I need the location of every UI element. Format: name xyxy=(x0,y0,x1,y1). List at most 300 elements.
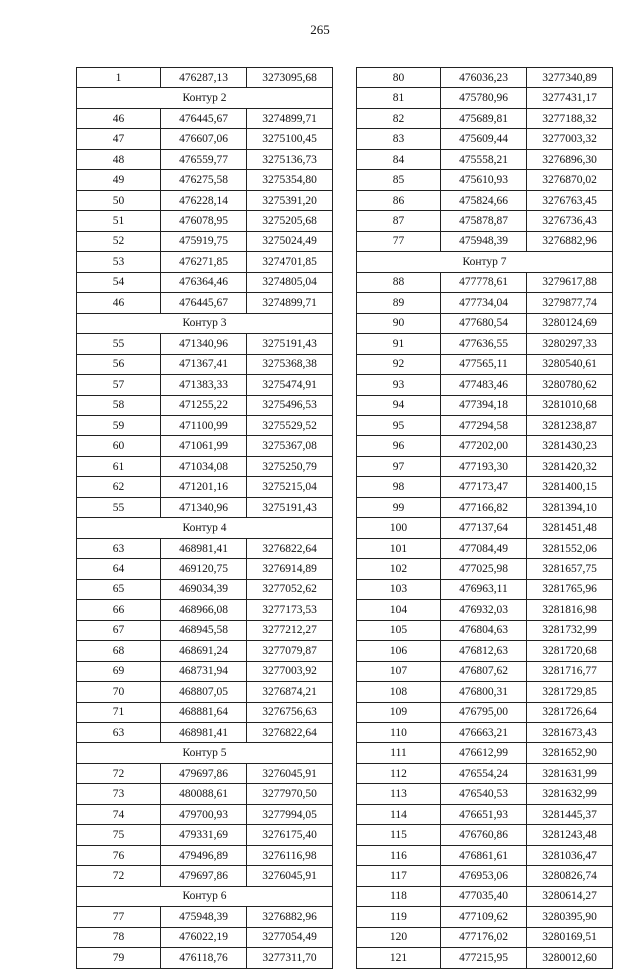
contour-header-row xyxy=(77,886,333,906)
table-row xyxy=(357,313,613,333)
table-row xyxy=(77,559,333,579)
table-row xyxy=(77,415,333,435)
x-coordinate-cell: 476271,85 xyxy=(161,252,247,272)
y-coordinate-cell: 3276874,21 xyxy=(247,682,333,702)
point-number-cell: 102 xyxy=(357,559,441,579)
y-coordinate-cell: 3276116,98 xyxy=(247,845,333,865)
x-coordinate-cell: 476651,93 xyxy=(441,804,527,824)
x-coordinate-cell: 468945,58 xyxy=(161,620,247,640)
y-coordinate-cell: 3281720,68 xyxy=(527,641,613,661)
x-coordinate-cell: 479697,86 xyxy=(161,866,247,886)
y-coordinate-cell: 3277994,05 xyxy=(247,804,333,824)
x-coordinate-cell: 477202,00 xyxy=(441,436,527,456)
table-row xyxy=(77,907,333,927)
x-coordinate-cell: 479331,69 xyxy=(161,825,247,845)
table-row xyxy=(357,620,613,640)
y-coordinate-cell: 3276882,96 xyxy=(527,231,613,251)
x-coordinate-cell: 471100,99 xyxy=(161,415,247,435)
x-coordinate-cell: 479700,93 xyxy=(161,804,247,824)
table-row xyxy=(357,538,613,558)
table-row xyxy=(77,211,333,231)
y-coordinate-cell: 3277431,17 xyxy=(527,88,613,108)
point-number-cell: 89 xyxy=(357,293,441,313)
table-row xyxy=(357,763,613,783)
x-coordinate-cell: 469120,75 xyxy=(161,559,247,579)
point-number-cell: 95 xyxy=(357,415,441,435)
point-number-cell: 103 xyxy=(357,579,441,599)
contour-header: Контур 3 xyxy=(77,313,333,333)
x-coordinate-cell: 476760,86 xyxy=(441,825,527,845)
table-row xyxy=(77,702,333,722)
y-coordinate-cell: 3281445,37 xyxy=(527,804,613,824)
y-coordinate-cell: 3275354,80 xyxy=(247,170,333,190)
point-number-cell: 106 xyxy=(357,641,441,661)
table-row xyxy=(357,886,613,906)
table-row xyxy=(77,436,333,456)
point-number-cell: 104 xyxy=(357,600,441,620)
y-coordinate-cell: 3277311,70 xyxy=(247,948,333,968)
point-number-cell: 67 xyxy=(77,620,161,640)
y-coordinate-cell: 3281673,43 xyxy=(527,723,613,743)
x-coordinate-cell: 475609,44 xyxy=(441,129,527,149)
x-coordinate-cell: 477137,64 xyxy=(441,518,527,538)
point-number-cell: 77 xyxy=(77,907,161,927)
table-row xyxy=(77,272,333,292)
y-coordinate-cell: 3281816,98 xyxy=(527,600,613,620)
y-coordinate-cell: 3280395,90 xyxy=(527,907,613,927)
y-coordinate-cell: 3276822,64 xyxy=(247,538,333,558)
x-coordinate-cell: 476861,61 xyxy=(441,845,527,865)
point-number-cell: 51 xyxy=(77,211,161,231)
y-coordinate-cell: 3276175,40 xyxy=(247,825,333,845)
table-row xyxy=(357,293,613,313)
x-coordinate-cell: 476800,31 xyxy=(441,682,527,702)
point-number-cell: 56 xyxy=(77,354,161,374)
table-row xyxy=(357,211,613,231)
y-coordinate-cell: 3276882,96 xyxy=(247,907,333,927)
point-number-cell: 116 xyxy=(357,845,441,865)
point-number-cell: 105 xyxy=(357,620,441,640)
point-number-cell: 74 xyxy=(77,804,161,824)
y-coordinate-cell: 3281726,64 xyxy=(527,702,613,722)
table-row xyxy=(357,579,613,599)
table-row xyxy=(357,375,613,395)
x-coordinate-cell: 477035,40 xyxy=(441,886,527,906)
x-coordinate-cell: 468981,41 xyxy=(161,538,247,558)
point-number-cell: 46 xyxy=(77,108,161,128)
x-coordinate-cell: 476795,00 xyxy=(441,702,527,722)
y-coordinate-cell: 3279877,74 xyxy=(527,293,613,313)
x-coordinate-cell: 471061,99 xyxy=(161,436,247,456)
x-coordinate-cell: 475919,75 xyxy=(161,231,247,251)
point-number-cell: 46 xyxy=(77,293,161,313)
table-row xyxy=(357,334,613,354)
table-row xyxy=(357,129,613,149)
x-coordinate-cell: 476559,77 xyxy=(161,149,247,169)
y-coordinate-cell: 3281238,87 xyxy=(527,415,613,435)
point-number-cell: 108 xyxy=(357,682,441,702)
contour-header: Контур 5 xyxy=(77,743,333,763)
y-coordinate-cell: 3275100,45 xyxy=(247,129,333,149)
table-row xyxy=(357,907,613,927)
table-row xyxy=(357,415,613,435)
x-coordinate-cell: 476287,13 xyxy=(161,68,247,88)
y-coordinate-cell: 3280540,61 xyxy=(527,354,613,374)
y-coordinate-cell: 3277970,50 xyxy=(247,784,333,804)
table-row xyxy=(357,497,613,517)
table-row xyxy=(357,661,613,681)
table-row xyxy=(357,784,613,804)
point-number-cell: 63 xyxy=(77,538,161,558)
table-row xyxy=(77,804,333,824)
table-row xyxy=(77,661,333,681)
table-row xyxy=(77,108,333,128)
y-coordinate-cell: 3281243,48 xyxy=(527,825,613,845)
x-coordinate-cell: 477109,62 xyxy=(441,907,527,927)
point-number-cell: 79 xyxy=(77,948,161,968)
x-coordinate-cell: 468731,94 xyxy=(161,661,247,681)
y-coordinate-cell: 3281632,99 xyxy=(527,784,613,804)
point-number-cell: 86 xyxy=(357,190,441,210)
table-row xyxy=(77,845,333,865)
point-number-cell: 110 xyxy=(357,723,441,743)
point-number-cell: 55 xyxy=(77,497,161,517)
point-number-cell: 48 xyxy=(77,149,161,169)
point-number-cell: 80 xyxy=(357,68,441,88)
point-number-cell: 115 xyxy=(357,825,441,845)
x-coordinate-cell: 475878,87 xyxy=(441,211,527,231)
x-coordinate-cell: 471340,96 xyxy=(161,497,247,517)
point-number-cell: 64 xyxy=(77,559,161,579)
y-coordinate-cell: 3276763,45 xyxy=(527,190,613,210)
y-coordinate-cell: 3277173,53 xyxy=(247,600,333,620)
x-coordinate-cell: 477215,95 xyxy=(441,948,527,968)
point-number-cell: 93 xyxy=(357,375,441,395)
y-coordinate-cell: 3281657,75 xyxy=(527,559,613,579)
x-coordinate-cell: 476612,99 xyxy=(441,743,527,763)
point-number-cell: 72 xyxy=(77,763,161,783)
y-coordinate-cell: 3275024,49 xyxy=(247,231,333,251)
y-coordinate-cell: 3275191,43 xyxy=(247,334,333,354)
x-coordinate-cell: 476036,23 xyxy=(441,68,527,88)
y-coordinate-cell: 3280124,69 xyxy=(527,313,613,333)
x-coordinate-cell: 468981,41 xyxy=(161,723,247,743)
point-number-cell: 59 xyxy=(77,415,161,435)
point-number-cell: 83 xyxy=(357,129,441,149)
point-number-cell: 100 xyxy=(357,518,441,538)
x-coordinate-cell: 477193,30 xyxy=(441,456,527,476)
x-coordinate-cell: 480088,61 xyxy=(161,784,247,804)
table-row xyxy=(77,252,333,272)
table-row xyxy=(77,497,333,517)
x-coordinate-cell: 468881,64 xyxy=(161,702,247,722)
table-row xyxy=(77,784,333,804)
contour-header: Контур 4 xyxy=(77,518,333,538)
x-coordinate-cell: 476953,06 xyxy=(441,866,527,886)
y-coordinate-cell: 3276756,63 xyxy=(247,702,333,722)
point-number-cell: 85 xyxy=(357,170,441,190)
y-coordinate-cell: 3281036,47 xyxy=(527,845,613,865)
x-coordinate-cell: 476804,63 xyxy=(441,620,527,640)
table-row xyxy=(77,620,333,640)
table-row xyxy=(357,518,613,538)
x-coordinate-cell: 475948,39 xyxy=(441,231,527,251)
y-coordinate-cell: 3274899,71 xyxy=(247,108,333,128)
table-row xyxy=(357,108,613,128)
x-coordinate-cell: 479697,86 xyxy=(161,763,247,783)
table-row xyxy=(357,682,613,702)
x-coordinate-cell: 477176,02 xyxy=(441,927,527,947)
x-coordinate-cell: 475948,39 xyxy=(161,907,247,927)
point-number-cell: 91 xyxy=(357,334,441,354)
table-row xyxy=(77,825,333,845)
table-body xyxy=(77,68,333,969)
point-number-cell: 72 xyxy=(77,866,161,886)
x-coordinate-cell: 476540,53 xyxy=(441,784,527,804)
x-coordinate-cell: 477734,04 xyxy=(441,293,527,313)
y-coordinate-cell: 3281729,85 xyxy=(527,682,613,702)
point-number-cell: 111 xyxy=(357,743,441,763)
table-row xyxy=(357,395,613,415)
x-coordinate-cell: 476078,95 xyxy=(161,211,247,231)
y-coordinate-cell: 3276914,89 xyxy=(247,559,333,579)
x-coordinate-cell: 476607,06 xyxy=(161,129,247,149)
point-number-cell: 76 xyxy=(77,845,161,865)
point-number-cell: 75 xyxy=(77,825,161,845)
table-row xyxy=(357,68,613,88)
point-number-cell: 98 xyxy=(357,477,441,497)
point-number-cell: 121 xyxy=(357,948,441,968)
x-coordinate-cell: 477565,11 xyxy=(441,354,527,374)
table-row xyxy=(357,88,613,108)
x-coordinate-cell: 477680,54 xyxy=(441,313,527,333)
point-number-cell: 54 xyxy=(77,272,161,292)
y-coordinate-cell: 3279617,88 xyxy=(527,272,613,292)
point-number-cell: 50 xyxy=(77,190,161,210)
point-number-cell: 78 xyxy=(77,927,161,947)
x-coordinate-cell: 476663,21 xyxy=(441,723,527,743)
x-coordinate-cell: 477166,82 xyxy=(441,497,527,517)
y-coordinate-cell: 3281420,32 xyxy=(527,456,613,476)
table-row xyxy=(77,231,333,251)
y-coordinate-cell: 3280780,62 xyxy=(527,375,613,395)
y-coordinate-cell: 3277054,49 xyxy=(247,927,333,947)
table-row xyxy=(357,170,613,190)
x-coordinate-cell: 476554,24 xyxy=(441,763,527,783)
x-coordinate-cell: 477394,18 xyxy=(441,395,527,415)
point-number-cell: 82 xyxy=(357,108,441,128)
point-number-cell: 62 xyxy=(77,477,161,497)
point-number-cell: 60 xyxy=(77,436,161,456)
table-row xyxy=(357,190,613,210)
point-number-cell: 63 xyxy=(77,723,161,743)
table-row xyxy=(357,804,613,824)
y-coordinate-cell: 3276822,64 xyxy=(247,723,333,743)
y-coordinate-cell: 3281010,68 xyxy=(527,395,613,415)
table-row xyxy=(357,436,613,456)
point-number-cell: 87 xyxy=(357,211,441,231)
table-row xyxy=(357,272,613,292)
x-coordinate-cell: 476812,63 xyxy=(441,641,527,661)
table-row xyxy=(77,763,333,783)
y-coordinate-cell: 3276045,91 xyxy=(247,763,333,783)
y-coordinate-cell: 3280297,33 xyxy=(527,334,613,354)
x-coordinate-cell: 468807,05 xyxy=(161,682,247,702)
table-row xyxy=(357,723,613,743)
point-number-cell: 112 xyxy=(357,763,441,783)
table-row xyxy=(357,641,613,661)
table-row xyxy=(77,723,333,743)
point-number-cell: 57 xyxy=(77,375,161,395)
contour-header-row xyxy=(357,252,613,272)
table-row xyxy=(77,149,333,169)
table-row xyxy=(357,927,613,947)
y-coordinate-cell: 3275215,04 xyxy=(247,477,333,497)
x-coordinate-cell: 468966,08 xyxy=(161,600,247,620)
y-coordinate-cell: 3274805,04 xyxy=(247,272,333,292)
table-row xyxy=(357,845,613,865)
y-coordinate-cell: 3277003,92 xyxy=(247,661,333,681)
table-row xyxy=(77,334,333,354)
x-coordinate-cell: 468691,24 xyxy=(161,641,247,661)
table-row xyxy=(77,641,333,661)
y-coordinate-cell: 3281400,15 xyxy=(527,477,613,497)
y-coordinate-cell: 3281552,06 xyxy=(527,538,613,558)
point-number-cell: 66 xyxy=(77,600,161,620)
point-number-cell: 109 xyxy=(357,702,441,722)
y-coordinate-cell: 3274899,71 xyxy=(247,293,333,313)
y-coordinate-cell: 3273095,68 xyxy=(247,68,333,88)
table-row xyxy=(357,149,613,169)
table-row xyxy=(77,927,333,947)
page-number: 265 xyxy=(310,22,330,37)
table-row xyxy=(357,477,613,497)
point-number-cell: 107 xyxy=(357,661,441,681)
table-row xyxy=(77,190,333,210)
table-row xyxy=(357,702,613,722)
x-coordinate-cell: 477294,58 xyxy=(441,415,527,435)
x-coordinate-cell: 475558,21 xyxy=(441,149,527,169)
table-row xyxy=(77,395,333,415)
x-coordinate-cell: 477025,98 xyxy=(441,559,527,579)
point-number-cell: 68 xyxy=(77,641,161,661)
point-number-cell: 88 xyxy=(357,272,441,292)
y-coordinate-cell: 3275205,68 xyxy=(247,211,333,231)
table-body xyxy=(357,68,613,969)
y-coordinate-cell: 3275136,73 xyxy=(247,149,333,169)
table-row xyxy=(77,375,333,395)
point-number-cell: 118 xyxy=(357,886,441,906)
x-coordinate-cell: 479496,89 xyxy=(161,845,247,865)
table-row xyxy=(357,600,613,620)
y-coordinate-cell: 3275250,79 xyxy=(247,456,333,476)
x-coordinate-cell: 477173,47 xyxy=(441,477,527,497)
point-number-cell: 61 xyxy=(77,456,161,476)
y-coordinate-cell: 3276870,02 xyxy=(527,170,613,190)
point-number-cell: 70 xyxy=(77,682,161,702)
y-coordinate-cell: 3275367,08 xyxy=(247,436,333,456)
table-row xyxy=(357,743,613,763)
y-coordinate-cell: 3277003,32 xyxy=(527,129,613,149)
x-coordinate-cell: 476118,76 xyxy=(161,948,247,968)
point-number-cell: 69 xyxy=(77,661,161,681)
x-coordinate-cell: 471340,96 xyxy=(161,334,247,354)
table-row xyxy=(77,129,333,149)
point-number-cell: 49 xyxy=(77,170,161,190)
x-coordinate-cell: 475689,81 xyxy=(441,108,527,128)
y-coordinate-cell: 3280169,51 xyxy=(527,927,613,947)
contour-header: Контур 6 xyxy=(77,886,333,906)
x-coordinate-cell: 476228,14 xyxy=(161,190,247,210)
table-row xyxy=(357,866,613,886)
y-coordinate-cell: 3281451,48 xyxy=(527,518,613,538)
y-coordinate-cell: 3277188,32 xyxy=(527,108,613,128)
table-row xyxy=(357,948,613,968)
point-number-cell: 81 xyxy=(357,88,441,108)
x-coordinate-cell: 471034,08 xyxy=(161,456,247,476)
y-coordinate-cell: 3276045,91 xyxy=(247,866,333,886)
y-coordinate-cell: 3275496,53 xyxy=(247,395,333,415)
point-number-cell: 119 xyxy=(357,907,441,927)
point-number-cell: 96 xyxy=(357,436,441,456)
table-row xyxy=(77,170,333,190)
y-coordinate-cell: 3277052,62 xyxy=(247,579,333,599)
table-row xyxy=(77,477,333,497)
x-coordinate-cell: 476932,03 xyxy=(441,600,527,620)
y-coordinate-cell: 3275191,43 xyxy=(247,497,333,517)
table-row xyxy=(77,68,333,88)
table-row xyxy=(77,456,333,476)
point-number-cell: 114 xyxy=(357,804,441,824)
table-row xyxy=(77,866,333,886)
x-coordinate-cell: 476275,58 xyxy=(161,170,247,190)
point-number-cell: 65 xyxy=(77,579,161,599)
y-coordinate-cell: 3281732,99 xyxy=(527,620,613,640)
x-coordinate-cell: 471367,41 xyxy=(161,354,247,374)
x-coordinate-cell: 475780,96 xyxy=(441,88,527,108)
coordinates-table-left xyxy=(76,67,333,969)
table-row xyxy=(77,293,333,313)
point-number-cell: 101 xyxy=(357,538,441,558)
y-coordinate-cell: 3275529,52 xyxy=(247,415,333,435)
table-row xyxy=(77,600,333,620)
table-row xyxy=(357,456,613,476)
point-number-cell: 90 xyxy=(357,313,441,333)
point-number-cell: 77 xyxy=(357,231,441,251)
point-number-cell: 1 xyxy=(77,68,161,88)
y-coordinate-cell: 3277212,27 xyxy=(247,620,333,640)
x-coordinate-cell: 471383,33 xyxy=(161,375,247,395)
x-coordinate-cell: 475824,66 xyxy=(441,190,527,210)
point-number-cell: 113 xyxy=(357,784,441,804)
table-row xyxy=(77,948,333,968)
x-coordinate-cell: 476445,67 xyxy=(161,293,247,313)
point-number-cell: 58 xyxy=(77,395,161,415)
x-coordinate-cell: 476445,67 xyxy=(161,108,247,128)
y-coordinate-cell: 3281394,10 xyxy=(527,497,613,517)
y-coordinate-cell: 3281430,23 xyxy=(527,436,613,456)
y-coordinate-cell: 3280012,60 xyxy=(527,948,613,968)
point-number-cell: 71 xyxy=(77,702,161,722)
table-row xyxy=(357,559,613,579)
contour-header-row xyxy=(77,518,333,538)
table-row xyxy=(357,231,613,251)
point-number-cell: 47 xyxy=(77,129,161,149)
y-coordinate-cell: 3280614,27 xyxy=(527,886,613,906)
point-number-cell: 73 xyxy=(77,784,161,804)
x-coordinate-cell: 475610,93 xyxy=(441,170,527,190)
x-coordinate-cell: 476022,19 xyxy=(161,927,247,947)
